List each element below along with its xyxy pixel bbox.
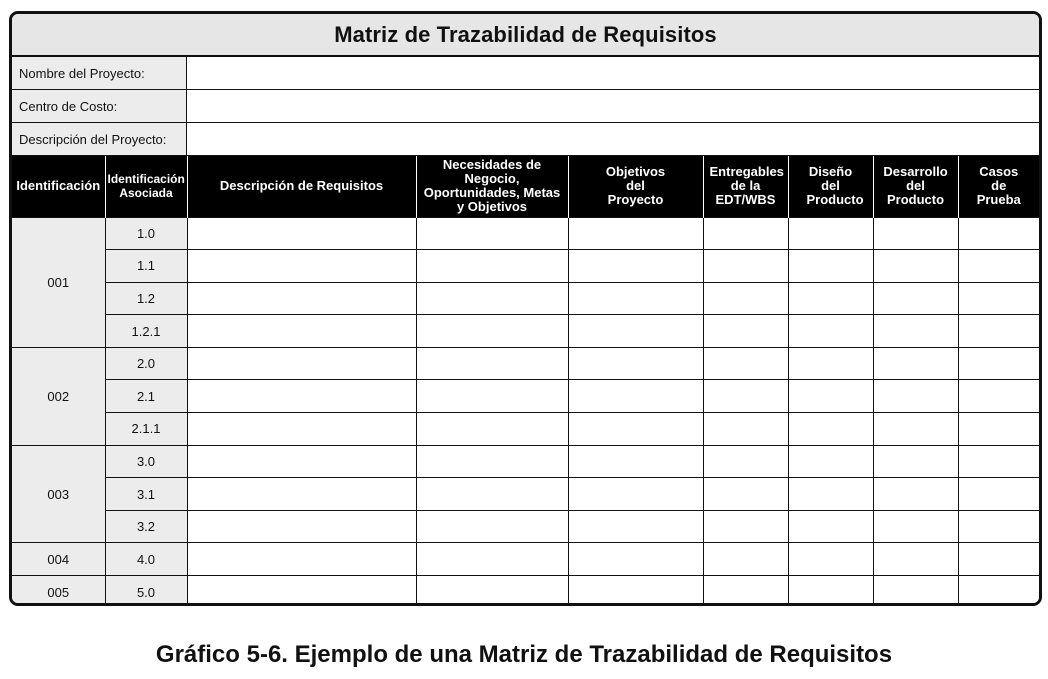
- traceability-matrix: [9, 11, 1042, 606]
- empty-cell[interactable]: [788, 576, 873, 606]
- empty-cell[interactable]: [958, 217, 1039, 250]
- table-row: [12, 347, 1039, 380]
- empty-cell[interactable]: [788, 250, 873, 283]
- cost-center-field[interactable]: [187, 90, 1039, 122]
- empty-cell[interactable]: [416, 478, 568, 511]
- empty-cell[interactable]: [187, 250, 416, 283]
- empty-cell[interactable]: [187, 347, 416, 380]
- associated-id-cell: 3.0: [105, 445, 187, 478]
- empty-cell[interactable]: [873, 543, 958, 576]
- empty-cell[interactable]: [703, 315, 788, 348]
- empty-cell[interactable]: [788, 510, 873, 543]
- project-description-row: [12, 123, 1039, 156]
- associated-id-cell: 1.2.1: [105, 315, 187, 348]
- empty-cell[interactable]: [416, 543, 568, 576]
- empty-cell[interactable]: [703, 413, 788, 446]
- cost-center-row: [12, 90, 1039, 123]
- empty-cell[interactable]: [187, 315, 416, 348]
- empty-cell[interactable]: [187, 510, 416, 543]
- empty-cell[interactable]: [788, 478, 873, 511]
- empty-cell[interactable]: [187, 217, 416, 250]
- empty-cell[interactable]: [788, 380, 873, 413]
- table-row: [12, 543, 1039, 576]
- empty-cell[interactable]: [958, 413, 1039, 446]
- empty-cell[interactable]: [416, 380, 568, 413]
- table-row: [12, 576, 1039, 606]
- associated-id-cell: 3.1: [105, 478, 187, 511]
- associated-id-cell: 5.0: [105, 576, 187, 606]
- project-description-label: Descripción del Proyecto:: [12, 123, 187, 155]
- header-test-cases: Casos de Prueba: [958, 156, 1039, 217]
- empty-cell[interactable]: [873, 282, 958, 315]
- empty-cell[interactable]: [568, 315, 703, 348]
- empty-cell[interactable]: [958, 510, 1039, 543]
- empty-cell[interactable]: [416, 576, 568, 606]
- empty-cell[interactable]: [958, 543, 1039, 576]
- requirement-id-cell: 004: [12, 543, 105, 576]
- empty-cell[interactable]: [703, 543, 788, 576]
- associated-id-cell: 1.0: [105, 217, 187, 250]
- table-body: [12, 217, 1039, 606]
- empty-cell[interactable]: [958, 347, 1039, 380]
- requirement-id-cell: 005: [12, 576, 105, 606]
- empty-cell[interactable]: [568, 217, 703, 250]
- table-row: [12, 510, 1039, 543]
- table-row: [12, 413, 1039, 446]
- table-row: [12, 282, 1039, 315]
- empty-cell[interactable]: [873, 217, 958, 250]
- empty-cell[interactable]: [703, 510, 788, 543]
- empty-cell[interactable]: [416, 282, 568, 315]
- empty-cell[interactable]: [187, 445, 416, 478]
- empty-cell[interactable]: [958, 282, 1039, 315]
- empty-cell[interactable]: [187, 478, 416, 511]
- empty-cell[interactable]: [873, 315, 958, 348]
- empty-cell[interactable]: [788, 543, 873, 576]
- requirement-id-cell: 001: [12, 217, 105, 347]
- associated-id-cell: 1.2: [105, 282, 187, 315]
- empty-cell[interactable]: [416, 413, 568, 446]
- table-header-row: [12, 156, 1039, 217]
- project-description-field[interactable]: [187, 123, 1039, 155]
- associated-id-cell: 4.0: [105, 543, 187, 576]
- empty-cell[interactable]: [416, 250, 568, 283]
- empty-cell[interactable]: [568, 478, 703, 511]
- empty-cell[interactable]: [958, 315, 1039, 348]
- empty-cell[interactable]: [958, 250, 1039, 283]
- table-row: [12, 445, 1039, 478]
- empty-cell[interactable]: [873, 576, 958, 606]
- header-identification: Identificación: [12, 156, 105, 217]
- matrix-title: Matriz de Trazabilidad de Requisitos: [12, 14, 1039, 57]
- associated-id-cell: 2.0: [105, 347, 187, 380]
- empty-cell[interactable]: [873, 478, 958, 511]
- header-project-objectives: Objetivos del Proyecto: [568, 156, 703, 217]
- empty-cell[interactable]: [416, 445, 568, 478]
- empty-cell[interactable]: [187, 543, 416, 576]
- empty-cell[interactable]: [568, 413, 703, 446]
- empty-cell[interactable]: [703, 250, 788, 283]
- empty-cell[interactable]: [703, 576, 788, 606]
- empty-cell[interactable]: [568, 510, 703, 543]
- project-name-label: Nombre del Proyecto:: [12, 57, 187, 89]
- empty-cell[interactable]: [416, 510, 568, 543]
- empty-cell[interactable]: [873, 380, 958, 413]
- empty-cell[interactable]: [187, 576, 416, 606]
- empty-cell[interactable]: [788, 217, 873, 250]
- empty-cell[interactable]: [187, 380, 416, 413]
- empty-cell[interactable]: [873, 250, 958, 283]
- empty-cell[interactable]: [873, 347, 958, 380]
- requirement-id-cell: 003: [12, 445, 105, 543]
- empty-cell[interactable]: [958, 380, 1039, 413]
- empty-cell[interactable]: [703, 380, 788, 413]
- empty-cell[interactable]: [788, 413, 873, 446]
- empty-cell[interactable]: [703, 478, 788, 511]
- table-row: [12, 315, 1039, 348]
- empty-cell[interactable]: [788, 282, 873, 315]
- empty-cell[interactable]: [958, 478, 1039, 511]
- associated-id-cell: 3.2: [105, 510, 187, 543]
- header-product-design: Diseño del Producto: [788, 156, 873, 217]
- associated-id-cell: 2.1.1: [105, 413, 187, 446]
- table-row: [12, 217, 1039, 250]
- project-name-field[interactable]: [187, 57, 1039, 89]
- associated-id-cell: 1.1: [105, 250, 187, 283]
- table-row: [12, 478, 1039, 511]
- empty-cell[interactable]: [873, 413, 958, 446]
- empty-cell[interactable]: [703, 347, 788, 380]
- empty-cell[interactable]: [788, 315, 873, 348]
- empty-cell[interactable]: [788, 445, 873, 478]
- empty-cell[interactable]: [703, 282, 788, 315]
- header-wbs-deliverables: Entregables de la EDT/WBS: [703, 156, 788, 217]
- empty-cell[interactable]: [568, 347, 703, 380]
- empty-cell[interactable]: [788, 347, 873, 380]
- empty-cell[interactable]: [703, 217, 788, 250]
- empty-cell[interactable]: [703, 445, 788, 478]
- project-info-section: [12, 57, 1039, 156]
- figure-caption: Gráfico 5-6. Ejemplo de una Matriz de Trazabilidad de Requisitos: [155, 641, 893, 668]
- associated-id-cell: 2.1: [105, 380, 187, 413]
- empty-cell[interactable]: [416, 315, 568, 348]
- empty-cell[interactable]: [568, 445, 703, 478]
- empty-cell[interactable]: [958, 445, 1039, 478]
- header-product-development: Desarrollo del Producto: [873, 156, 958, 217]
- empty-cell[interactable]: [187, 413, 416, 446]
- header-business-needs: Necesidades de Negocio, Oportunidades, Metas y Objetivos: [416, 156, 568, 217]
- empty-cell[interactable]: [873, 510, 958, 543]
- requirements-table: [12, 156, 1039, 606]
- table-row: [12, 380, 1039, 413]
- empty-cell[interactable]: [568, 250, 703, 283]
- header-associated-id: Identificación Asociada: [105, 156, 187, 217]
- empty-cell[interactable]: [416, 217, 568, 250]
- cost-center-label: Centro de Costo:: [12, 90, 187, 122]
- empty-cell[interactable]: [187, 282, 416, 315]
- project-name-row: [12, 57, 1039, 90]
- empty-cell[interactable]: [873, 445, 958, 478]
- requirement-id-cell: 002: [12, 347, 105, 445]
- header-requirement-description: Descripción de Requisitos: [187, 156, 416, 217]
- empty-cell[interactable]: [958, 576, 1039, 606]
- empty-cell[interactable]: [568, 543, 703, 576]
- empty-cell[interactable]: [568, 380, 703, 413]
- empty-cell[interactable]: [568, 576, 703, 606]
- empty-cell[interactable]: [568, 282, 703, 315]
- empty-cell[interactable]: [416, 347, 568, 380]
- table-row: [12, 250, 1039, 283]
